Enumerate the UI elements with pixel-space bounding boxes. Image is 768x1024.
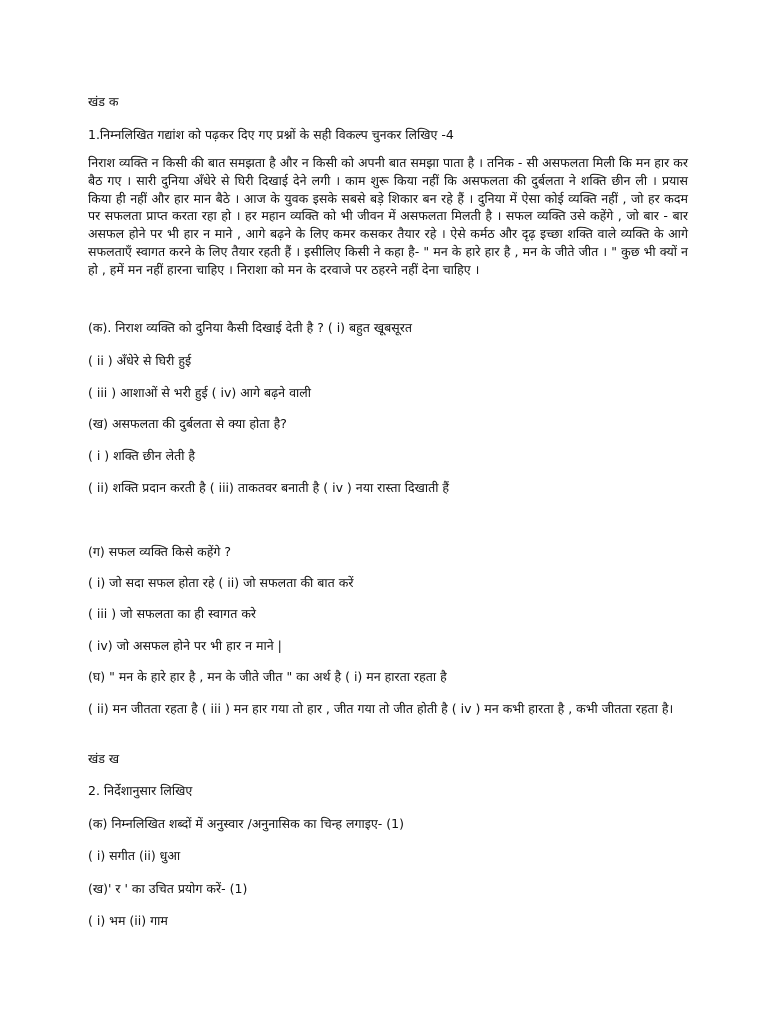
question-ga-options-1-2: ( i) जो सदा सफल होता रहे ( ii) जो सफलता की बात करें	[88, 575, 354, 590]
question-kha-options-2-4: ( ii) शक्ति प्रदान करती है ( iii) ताकतवर बनाती है ( iv ) नया रास्ता दिखाती हैं	[88, 480, 450, 495]
question-kha-option-1: ( i ) शक्ति छीन लेती है	[88, 448, 196, 463]
question-2-ka-words: ( i) सगीत (ii) धुआ	[88, 848, 181, 863]
question-2-ka: (क) निम्नलिखित शब्दों में अनुस्वार /अनुनासिक का चिन्ह लगाइए- (1)	[88, 816, 404, 831]
question-2-kha: (ख)' र ' का उचित प्रयोग करें- (1)	[88, 881, 248, 896]
question-ka-option-2: ( ii ) अँधेरे से घिरी हुई	[88, 353, 192, 368]
question-ga: (ग) सफल व्यक्ति किसे कहेंगे ?	[88, 544, 232, 559]
question-ka: (क). निराश व्यक्ति को दुनिया कैसी दिखाई देती है ? ( i) बहुत खूबसूरत	[88, 320, 412, 335]
question-ka-options-3-4: ( iii ) आशाओं से भरी हुई ( iv) आगे बढ़ने वाली	[88, 385, 311, 400]
question-1-instruction: 1.निम्नलिखित गद्यांश को पढ़कर दिए गए प्रश्नों के सही विकल्प चुनकर लिखिए -4	[88, 127, 454, 142]
question-2-instruction: 2. निर्देशानुसार लिखिए	[88, 783, 193, 798]
section-b-heading: खंड ख	[88, 751, 120, 766]
question-2-kha-words: ( i) भम (ii) गाम	[88, 913, 168, 928]
question-gha: (घ) " मन के हारे हार है , मन के जीते जीत " का अर्थ है ( i) मन हारता रहता है	[88, 669, 447, 684]
question-ga-option-4: ( iv) जो असफल होने पर भी हार न माने |	[88, 638, 282, 653]
question-kha: (ख) असफलता की दुर्बलता से क्या होता है?	[88, 416, 287, 431]
section-a-heading: खंड क	[88, 94, 119, 109]
question-ga-option-3: ( iii ) जो सफलता का ही स्वागत करे	[88, 606, 257, 621]
question-gha-options: ( ii) मन जीतता रहता है ( iii ) मन हार गया तो हार , जीत गया तो जीत होती है ( iv ) मन कभी हारता है , कभी जीतता रहता है।	[88, 701, 674, 716]
passage-paragraph: निराश व्यक्ति न किसी की बात समझता है और न किसी को अपनी बात समझा पाता है । तनिक - सी असफलता मिली कि मन हार कर बैठ गए । सारी दुनिया अँधेरे से घिरी दिखाई देने लगी । काम शुरू किया नहीं कि असफलता की दुर्बलता ने शक्ति छीन ली । प्रयास किया ही नहीं और हार मान बैठे । आज के युवक इसके सबसे बड़े शिकार बन रहे हैं । दुनिया में ऐसा कोई व्यक्ति नहीं , जो हर कदम पर सफलता प्राप्त करता रहा हो । हर महान व्यक्ति को भी जीवन में असफलता मिलती है । सफल व्यक्ति उसे कहेंगे , जो बार - बार असफल होने पर भी हार न माने , आगे बढ़ने के लिए कमर कसकर तैयार रहे । ऐसे कर्मठ और दृढ़ इच्छा शक्ति वाले व्यक्ति के आगे सफलताएँ स्वागत करने के लिए तैयार रहती हैं । इसीलिए किसी ने कहा है- " मन के हारे हार है , मन के जीते जीत । " कुछ भी क्यों न हो , हमें मन नहीं हारना चाहिए । निराशा को मन के दरवाजे पर ठहरने नहीं देना चाहिए ।	[88, 155, 688, 277]
